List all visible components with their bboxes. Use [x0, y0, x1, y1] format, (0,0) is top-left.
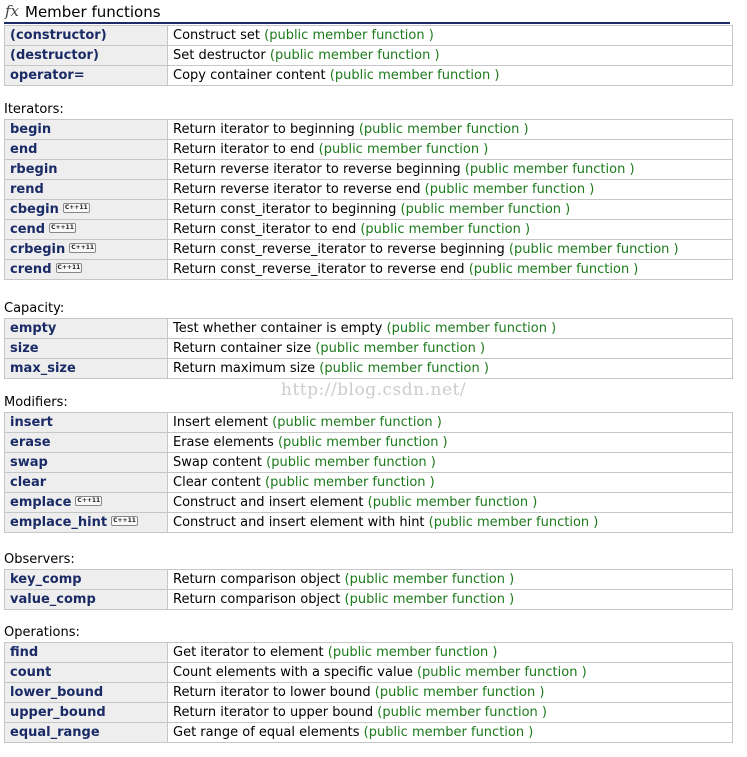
function-description-cell [168, 220, 733, 240]
function-name[interactable]: (destructor) [10, 48, 99, 63]
function-description-cell [168, 703, 733, 723]
function-name-link[interactable] [5, 140, 168, 160]
function-name-link[interactable] [5, 703, 168, 723]
section-2 [4, 300, 733, 379]
function-name-link[interactable] [5, 220, 168, 240]
cpp11-badge: C++11 [77, 497, 101, 504]
function-description-cell [168, 26, 733, 46]
function-description: Insert element [173, 415, 269, 430]
function-description-cell [168, 433, 733, 453]
table-row [5, 160, 733, 180]
function-name-link[interactable] [5, 200, 168, 220]
function-name-link[interactable] [5, 723, 168, 743]
member-kind-label[interactable]: (public member function ) [344, 572, 515, 587]
table-row [5, 570, 733, 590]
function-name[interactable]: emplace_hint [10, 515, 108, 530]
function-description-cell [168, 590, 733, 610]
cpp11-badge: C++11 [71, 244, 95, 251]
function-name-link[interactable] [5, 120, 168, 140]
function-name-link[interactable] [5, 590, 168, 610]
member-kind-label[interactable]: (public member function ) [508, 242, 679, 257]
function-name[interactable]: operator= [10, 68, 85, 83]
function-description: Clear content [173, 475, 261, 490]
section-label: Operations: [4, 625, 80, 640]
function-description: Return iterator to upper bound [173, 705, 374, 720]
function-name[interactable]: equal_range [10, 725, 100, 740]
function-description-cell [168, 180, 733, 200]
cpp11-badge: C++11 [57, 264, 81, 271]
function-name-link[interactable] [5, 473, 168, 493]
function-name[interactable]: key_comp [10, 572, 82, 587]
function-name-link[interactable] [5, 359, 168, 379]
function-name-link[interactable] [5, 570, 168, 590]
function-description: Return const_iterator to end [173, 222, 357, 237]
function-description-cell [168, 723, 733, 743]
member-kind-label[interactable]: (public member function ) [428, 515, 599, 530]
page-title: Member functions [25, 3, 161, 21]
function-description-cell [168, 120, 733, 140]
function-description: Return comparison object [173, 572, 341, 587]
section-4 [4, 551, 733, 610]
function-description: Return iterator to beginning [173, 122, 355, 137]
cpp11-badge: C++11 [51, 224, 74, 231]
functions-table [4, 119, 733, 280]
function-name[interactable]: cend [10, 222, 46, 237]
member-kind-label[interactable]: (public member function ) [464, 162, 635, 177]
function-description: Get iterator to element [173, 645, 324, 660]
cpp11-badge: C++11 [64, 204, 88, 211]
member-kind-label[interactable]: (public member function ) [377, 705, 547, 720]
function-name[interactable]: size [10, 341, 39, 356]
function-name-link[interactable] [5, 46, 168, 66]
cpp11-badge: C++11 [113, 517, 136, 524]
function-description: Construct set [173, 28, 260, 43]
member-kind-label[interactable]: (public member function ) [272, 415, 442, 430]
member-kind-label[interactable]: (public member function ) [424, 182, 595, 197]
table-row [5, 339, 733, 359]
table-row [5, 723, 733, 743]
member-kind-label[interactable]: (public member function ) [363, 725, 534, 740]
member-kind-label[interactable]: (public member function ) [277, 435, 448, 450]
function-name[interactable]: upper_bound [10, 705, 106, 720]
table-row [5, 683, 733, 703]
function-description-cell [168, 663, 733, 683]
function-description: Return const_reverse_iterator to reverse beginning [173, 242, 505, 257]
section-0 [4, 25, 733, 86]
function-description-cell [168, 643, 733, 663]
function-description-cell [168, 413, 733, 433]
member-kind-label[interactable]: (public member function ) [358, 122, 529, 137]
function-description-cell [168, 200, 733, 220]
table-row [5, 66, 733, 86]
member-kind-label[interactable]: (public member function ) [468, 262, 639, 277]
function-name-link[interactable] [5, 339, 168, 359]
table-row [5, 220, 733, 240]
table-row [5, 590, 733, 610]
function-description: Set destructor [173, 48, 266, 63]
table-row [5, 140, 733, 160]
table-row [5, 26, 733, 46]
member-kind-label[interactable]: (public member function ) [264, 28, 434, 43]
member-kind-label[interactable]: (public member function ) [400, 202, 571, 217]
function-name-link[interactable] [5, 433, 168, 453]
member-kind-label[interactable]: (public member function ) [266, 455, 436, 470]
section-label: Modifiers: [4, 395, 68, 410]
member-kind-label[interactable]: (public member function ) [344, 592, 515, 607]
section-label: Observers: [4, 552, 75, 567]
function-name-link[interactable] [5, 493, 168, 513]
function-description: Erase elements [173, 435, 274, 450]
function-name[interactable]: (constructor) [10, 28, 107, 43]
function-description: Swap content [173, 455, 263, 470]
function-description-cell [168, 513, 733, 533]
member-kind-label[interactable]: (public member function ) [269, 48, 440, 63]
function-description-cell [168, 319, 733, 339]
functions-table [4, 25, 733, 86]
function-description: Test whether container is empty [173, 321, 383, 336]
function-name[interactable]: value_comp [10, 592, 96, 607]
function-description-cell [168, 359, 733, 379]
section-1 [4, 101, 733, 280]
function-description: Get range of equal elements [173, 725, 360, 740]
function-description-cell [168, 683, 733, 703]
member-kind-label[interactable]: (public member function ) [265, 475, 435, 490]
function-name-link[interactable] [5, 240, 168, 260]
function-name[interactable]: cbegin [10, 202, 59, 217]
function-name[interactable]: max_size [10, 361, 76, 376]
member-kind-label[interactable]: (public member function ) [386, 321, 557, 336]
table-row [5, 413, 733, 433]
function-description: Count elements with a specific value [173, 665, 413, 680]
function-name[interactable]: empty [10, 321, 57, 336]
table-row [5, 643, 733, 663]
function-description: Return comparison object [173, 592, 341, 607]
function-description: Return iterator to lower bound [173, 685, 371, 700]
member-kind-label[interactable]: (public member function ) [367, 495, 538, 510]
function-description: Copy container content [173, 68, 326, 83]
function-name-link[interactable] [5, 413, 168, 433]
table-row [5, 319, 733, 339]
table-row [5, 359, 733, 379]
table-row [5, 433, 733, 453]
function-description-cell [168, 46, 733, 66]
function-name[interactable]: swap [10, 455, 48, 470]
function-name[interactable]: crbegin [10, 242, 66, 257]
function-name[interactable]: erase [10, 435, 51, 450]
function-name-link[interactable] [5, 643, 168, 663]
functions-table [4, 569, 733, 610]
table-row [5, 453, 733, 473]
function-description-cell [168, 240, 733, 260]
function-name-link[interactable] [5, 663, 168, 683]
function-name-link[interactable] [5, 160, 168, 180]
table-row [5, 200, 733, 220]
function-name-link[interactable] [5, 180, 168, 200]
member-kind-label[interactable]: (public member function ) [416, 665, 587, 680]
function-description-cell [168, 66, 733, 86]
function-description: Construct and insert element with hint [173, 515, 425, 530]
function-name[interactable]: begin [10, 122, 52, 137]
section-label: Iterators: [4, 102, 64, 117]
function-name[interactable]: rend [10, 182, 44, 197]
function-name[interactable]: insert [10, 415, 53, 430]
member-kind-label[interactable]: (public member function ) [318, 142, 489, 157]
function-description: Return maximum size [173, 361, 316, 376]
function-name-link[interactable] [5, 683, 168, 703]
function-name-link[interactable] [5, 66, 168, 86]
section-5 [4, 624, 733, 743]
table-row [5, 473, 733, 493]
function-description: Return reverse iterator to reverse end [173, 182, 421, 197]
function-name-link[interactable] [5, 453, 168, 473]
function-description-cell [168, 473, 733, 493]
member-kind-label[interactable]: (public member function ) [360, 222, 531, 237]
function-description-cell [168, 140, 733, 160]
functions-table [4, 412, 733, 533]
function-name-link[interactable] [5, 513, 168, 533]
member-kind-label[interactable]: (public member function ) [327, 645, 498, 660]
watermark: http://blog.csdn.net/ [281, 380, 467, 400]
function-description: Return reverse iterator to reverse beginning [173, 162, 461, 177]
table-row [5, 260, 733, 280]
table-row [5, 663, 733, 683]
fx-icon: fx [5, 2, 20, 20]
function-description-cell [168, 570, 733, 590]
function-name-link[interactable] [5, 319, 168, 339]
function-name[interactable]: lower_bound [10, 685, 104, 700]
section-header [4, 3, 730, 22]
table-row [5, 46, 733, 66]
functions-table [4, 318, 733, 379]
member-kind-label[interactable]: (public member function ) [315, 341, 486, 356]
function-description: Return const_reverse_iterator to reverse end [173, 262, 465, 277]
function-name[interactable]: crend [10, 262, 52, 277]
table-row [5, 180, 733, 200]
function-description: Return container size [173, 341, 312, 356]
member-kind-label[interactable]: (public member function ) [329, 68, 500, 83]
function-description: Return const_iterator to beginning [173, 202, 397, 217]
function-name[interactable]: clear [10, 475, 47, 490]
function-description: Construct and insert element [173, 495, 364, 510]
member-kind-label[interactable]: (public member function ) [374, 685, 545, 700]
section-3 [4, 394, 733, 533]
section-label: Capacity: [4, 301, 65, 316]
table-row [5, 120, 733, 140]
function-name[interactable]: end [10, 142, 38, 157]
function-description-cell [168, 339, 733, 359]
function-name[interactable]: find [10, 645, 39, 660]
function-description-cell [168, 493, 733, 513]
table-row [5, 240, 733, 260]
function-description-cell [168, 160, 733, 180]
function-name[interactable]: count [10, 665, 52, 680]
header-divider [4, 22, 730, 24]
function-name-link[interactable] [5, 260, 168, 280]
function-name-link[interactable] [5, 26, 168, 46]
member-kind-label[interactable]: (public member function ) [319, 361, 489, 376]
function-description-cell [168, 453, 733, 473]
function-name[interactable]: emplace [10, 495, 72, 510]
functions-table [4, 642, 733, 743]
table-row [5, 493, 733, 513]
table-row [5, 703, 733, 723]
table-row [5, 513, 733, 533]
function-name[interactable]: rbegin [10, 162, 58, 177]
function-description: Return iterator to end [173, 142, 315, 157]
function-description-cell [168, 260, 733, 280]
